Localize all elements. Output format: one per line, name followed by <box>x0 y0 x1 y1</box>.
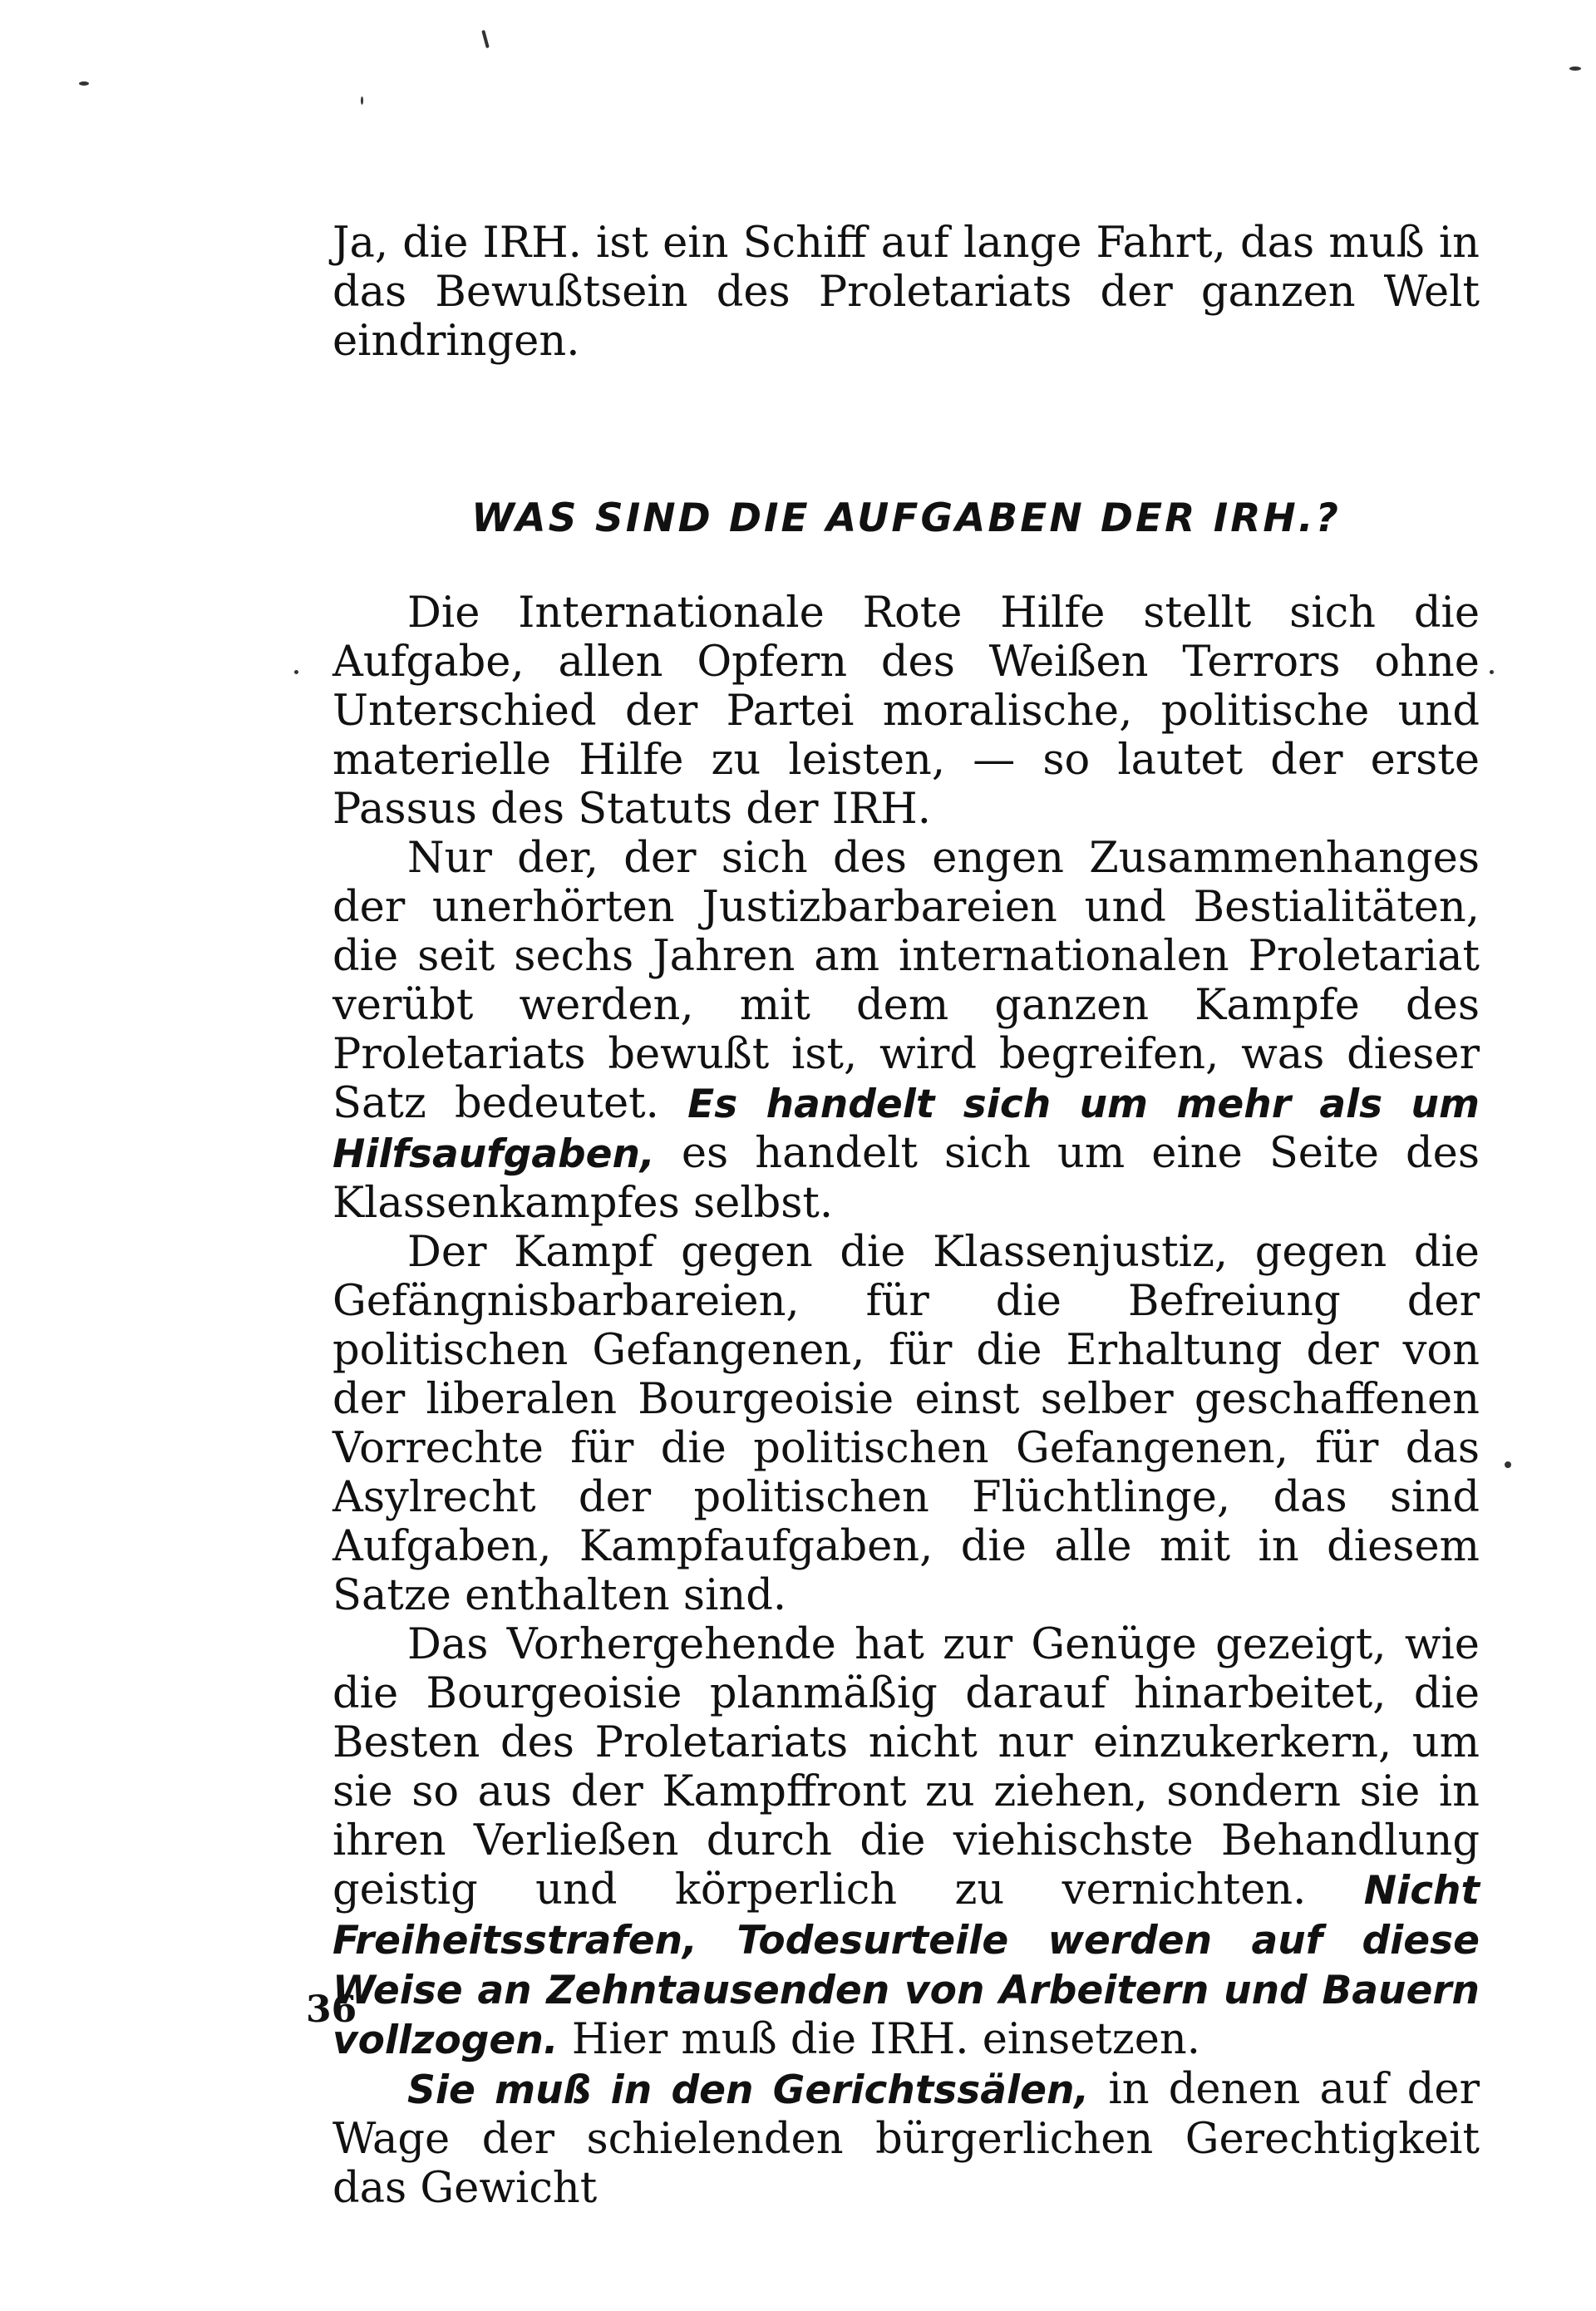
print-speck <box>1505 1461 1511 1468</box>
paragraph-text: Das Vorhergehende hat zur Genüge gezeigt, wie die Bourgeoisie planmäßig darauf hinarbeitet, die Besten des Proletariats nicht nur einzukerkern, um sie so aus der Kampffront zu ziehen, sondern sie in ihren Verließen durch die viehischste Behandlung geistig und körperlich zu vernichten. <box>332 1620 1480 1914</box>
paragraph-text: Nur der, der sich des engen Zusammenhanges der unerhörten Justizbarbareien und Bestialitäten, die seit sechs Jahren am internationalen Proletariat verübt werden, mit dem ganzen Kampfe des Proletariats bewußt ist, wird begreifen, was dieser Satz bedeutet. <box>332 834 1480 1128</box>
print-speck <box>1490 670 1494 674</box>
print-speck <box>1569 67 1581 71</box>
paragraph <box>332 1620 1480 2065</box>
print-speck <box>361 96 363 105</box>
emphasized-text: Nicht Freiheitsstrafen, Todesurteile werden auf diese Weise an Zehntausenden von Arbeitern und Bauern vollzogen. <box>332 1868 1480 2063</box>
section-body <box>332 589 1480 2213</box>
paragraph <box>332 834 1480 1228</box>
print-speck <box>79 81 89 86</box>
paragraph-text: es handelt sich um eine Seite des Klassenkampfes selbst. <box>332 1129 1480 1228</box>
paragraph-text: Hier muß die IRH. einsetzen. <box>571 2015 1200 2064</box>
section-heading: WAS SIND DIE AUFGABEN DER IRH.? <box>471 495 1341 541</box>
emphasized-text: Es handelt sich um mehr als um Hilfsaufgaben, <box>332 1082 1480 1177</box>
print-speck <box>294 670 298 674</box>
paragraph: Die Internationale Rote Hilfe stellt sich die Aufgabe, allen Opfern des Weißen Terrors ohne Unterschied der Partei moralische, politische und materielle Hilfe zu leisten, — so lautet der erste Passus des Statuts der IRH. <box>332 589 1480 834</box>
intro-paragraph: Ja, die IRH. ist ein Schiff auf lange Fahrt, das muß in das Bewußtsein des Proletariats der ganzen Welt eindringen. <box>332 219 1480 366</box>
print-speck <box>481 30 490 48</box>
page-number: 36 <box>306 1988 357 2031</box>
emphasized-text: Sie muß in den Gerichtssälen, <box>407 2067 1090 2113</box>
paragraph-text: in denen auf der Wage der schielenden bürgerlichen Gerechtigkeit das Gewicht <box>332 2065 1480 2213</box>
paragraph: Der Kampf gegen die Klassenjustiz, gegen die Gefängnisbarbareien, für die Befreiung der politischen Gefangenen, für die Erhaltung der von der liberalen Bourgeoisie einst selber geschaffenen Vorrechte für die politischen Gefangenen, für das Asylrecht der politischen Flüchtlinge, das sind Aufgaben, Kampfaufgaben, die alle mit in diesem Satze enthalten sind. <box>332 1228 1480 1620</box>
paragraph <box>332 2065 1480 2213</box>
